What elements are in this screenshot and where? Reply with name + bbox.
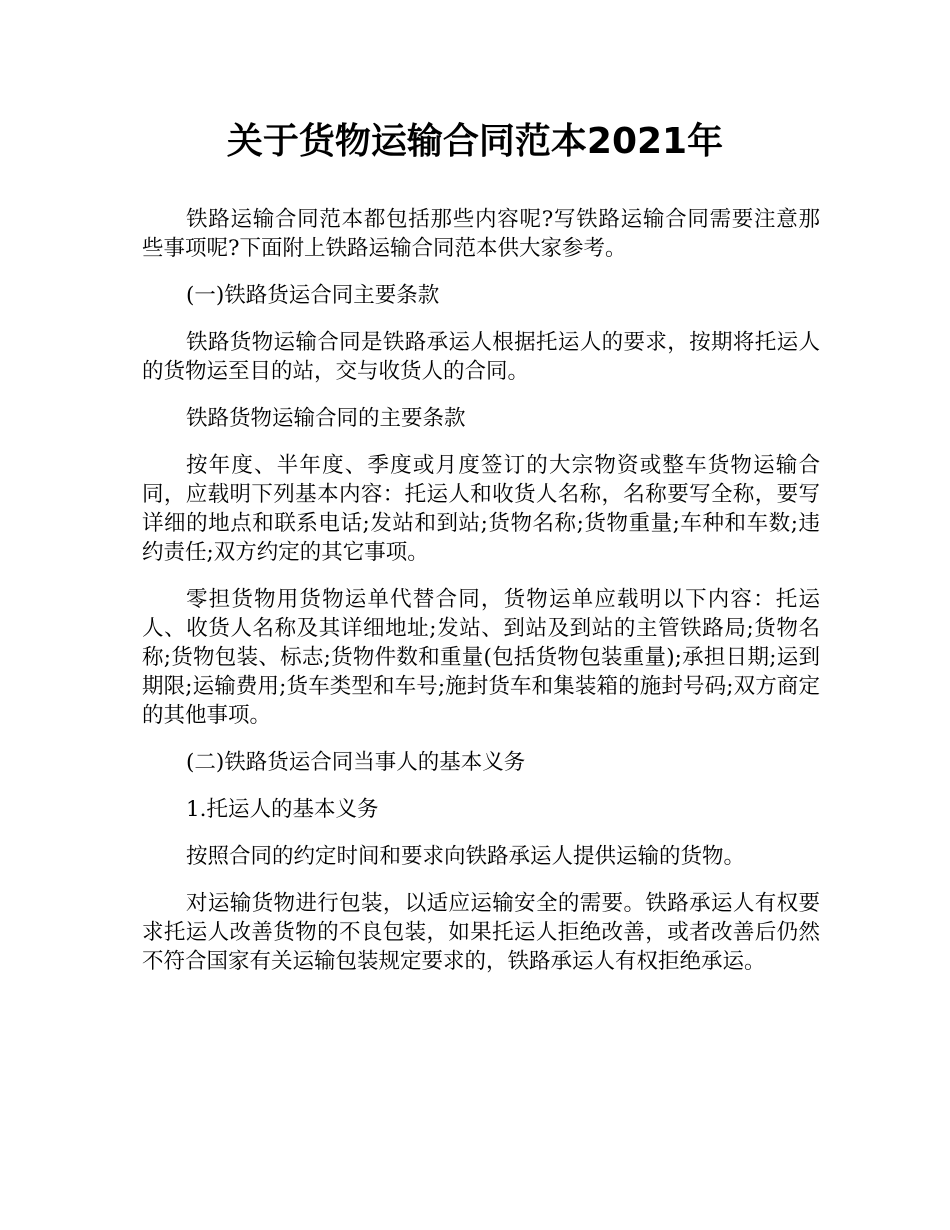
paragraph-provide-goods: 按照合同的约定时间和要求向铁路承运人提供运输的货物。 xyxy=(186,844,746,869)
paragraph-definition: 铁路货物运输合同是铁路承运人根据托运人的要求，按期将托运人的货物运至目的站，交与收货人的合同。 xyxy=(142,330,820,384)
paragraph-bulk-contract: 按年度、半年度、季度或月度签订的大宗物资或整车货物运输合同，应载明下列基本内容：托运人和收货人名称，名称要写全称，要写详细的地点和联系电话;发站和到站;货物名称;货物重量;车种和车数;违约责任;双方约定的其它事项。 xyxy=(142,453,820,565)
section-heading-2: (二)铁路货运合同当事人的基本义务 xyxy=(186,750,526,775)
paragraph-packaging: 对运输货物进行包装，以适应运输安全的需要。铁路承运人有权要求托运人改善货物的不良包装，如果托运人拒绝改善，或者改善后仍然不符合国家有关运输包装规定要求的，铁路承运人有权拒绝承运。 xyxy=(142,891,820,974)
document-body xyxy=(142,205,820,994)
section-heading-1: (一)铁路货运合同主要条款 xyxy=(186,283,440,308)
paragraph-less-than-carload: 零担货物用货物运单代替合同，货物运单应载明以下内容：托运人、收货人名称及其详细地址;发站、到站及到站的主管铁路局;货物名称;货物包装、标志;货物件数和重量(包括货物包装重量);承担日期;运到期限;运输费用;货车类型和车号;施封货车和集装箱的施封号码;双方商定的其他事项。 xyxy=(142,587,820,728)
document-title: 关于货物运输合同范本2021年 xyxy=(226,121,724,162)
paragraph-intro: 铁路运输合同范本都包括那些内容呢?写铁路运输合同需要注意那些事项呢?下面附上铁路运输合同范本供大家参考。 xyxy=(142,207,820,261)
subheading-main-terms: 铁路货物运输合同的主要条款 xyxy=(186,406,466,431)
subheading-shipper-duties: 1.托运人的基本义务 xyxy=(186,797,379,822)
